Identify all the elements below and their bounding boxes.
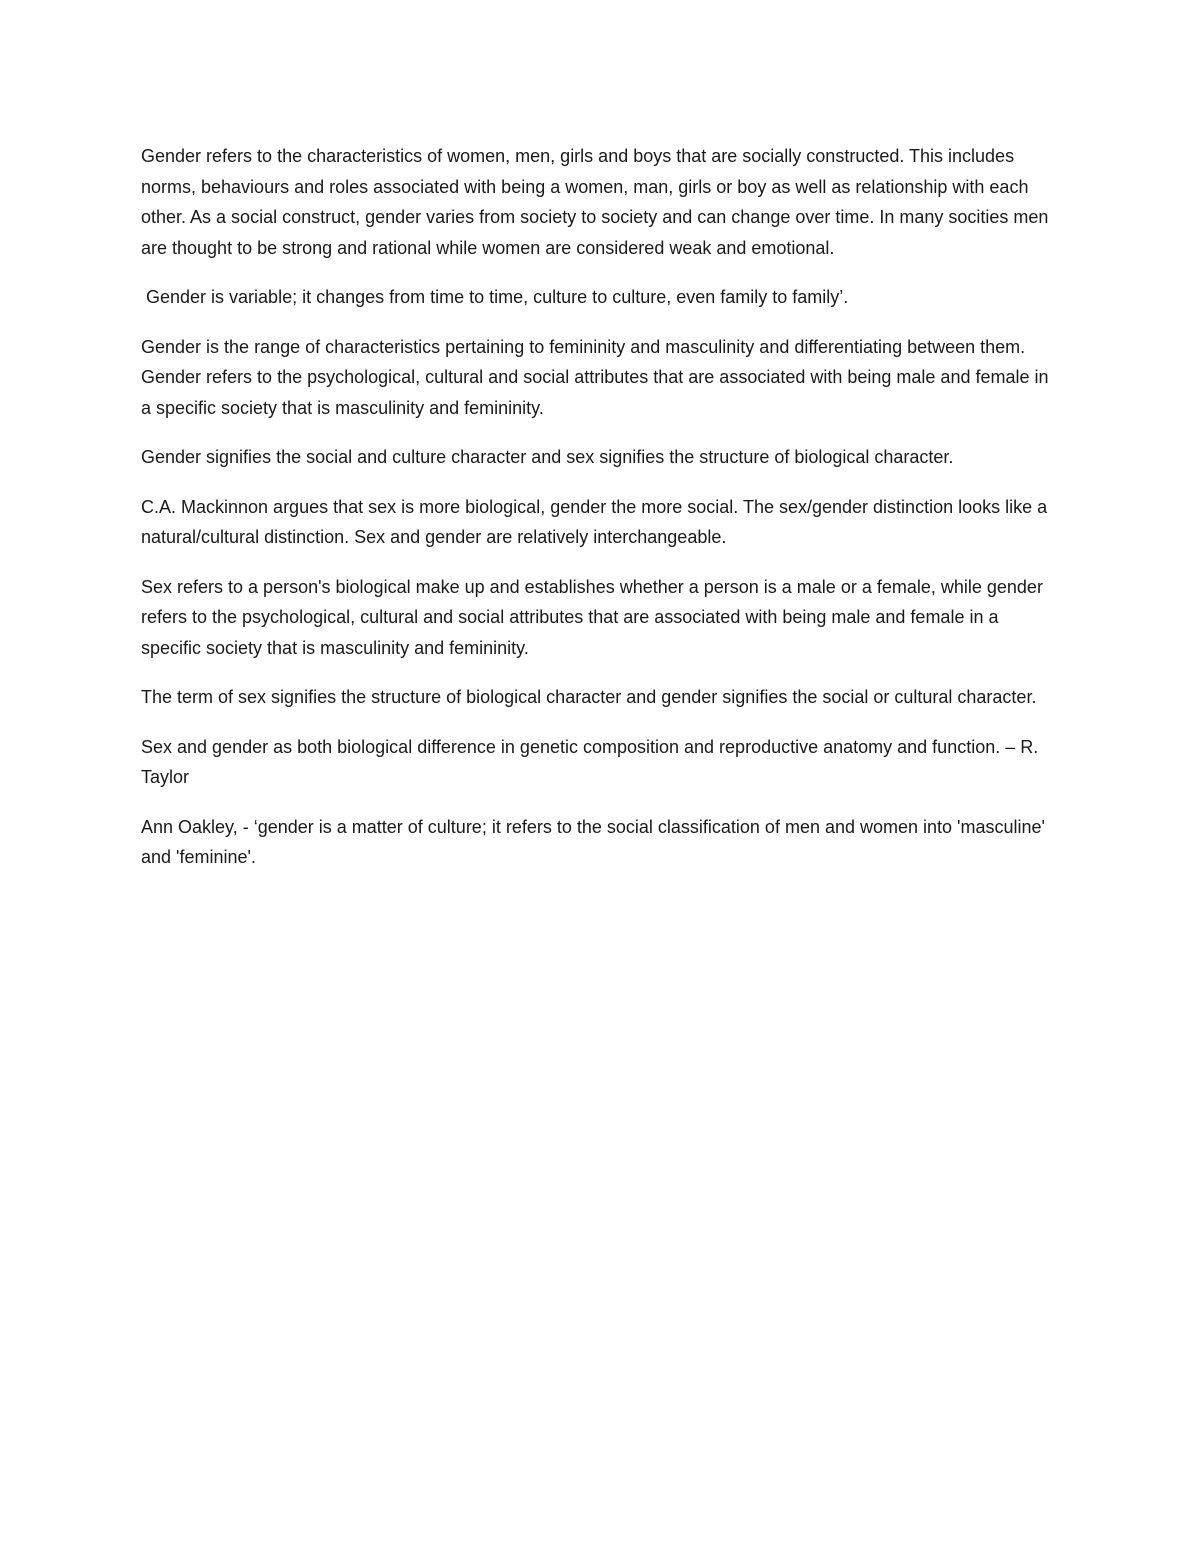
paragraph-gender-range: Gender is the range of characteristics pertaining to femininity and masculinity and differentiating between them. Gender refers to the psychological, cultural and social attributes that are associated with being male and female in a specific society that is masculinity and femininity. — [141, 336, 1049, 418]
paragraph-gender-signifies: Gender signifies the social and culture character and sex signifies the structure of biological character. — [141, 447, 954, 467]
paragraph-sex-definition: Sex refers to a person's biological make up and establishes whether a person is a male or a female, while gender refers to the psychological, cultural and social attributes that are associated with being male and female in a specific society that is masculinity and femininity. — [141, 576, 1043, 658]
paragraph-taylor: Sex and gender as both biological difference in genetic composition and reproductive anatomy and function. – R. Taylor — [141, 736, 1039, 787]
document-body — [141, 141, 1063, 892]
paragraph-term-of-sex: The term of sex signifies the structure of biological character and gender signifies the social or cultural character. — [141, 687, 1037, 707]
paragraph-oakley: Ann Oakley, - ‘gender is a matter of culture; it refers to the social classification of men and women into 'masculine' and 'feminine'. — [141, 816, 1045, 867]
paragraph-gender-definition: Gender refers to the characteristics of women, men, girls and boys that are socially constructed. This includes norms, behaviours and roles associated with being a women, man, girls or boy as well as relationship with each other. As a social construct, gender varies from society to society and can change over time. In many socities men are thought to be strong and rational while women are considered weak and emotional. — [141, 146, 1049, 258]
paragraph-mackinnon: C.A. Mackinnon argues that sex is more biological, gender the more social. The sex/gender distinction looks like a natural/cultural distinction. Sex and gender are relatively interchangeable. — [141, 496, 1048, 547]
paragraph-gender-variable: Gender is variable; it changes from time to time, culture to culture, even family to family’. — [141, 287, 849, 307]
